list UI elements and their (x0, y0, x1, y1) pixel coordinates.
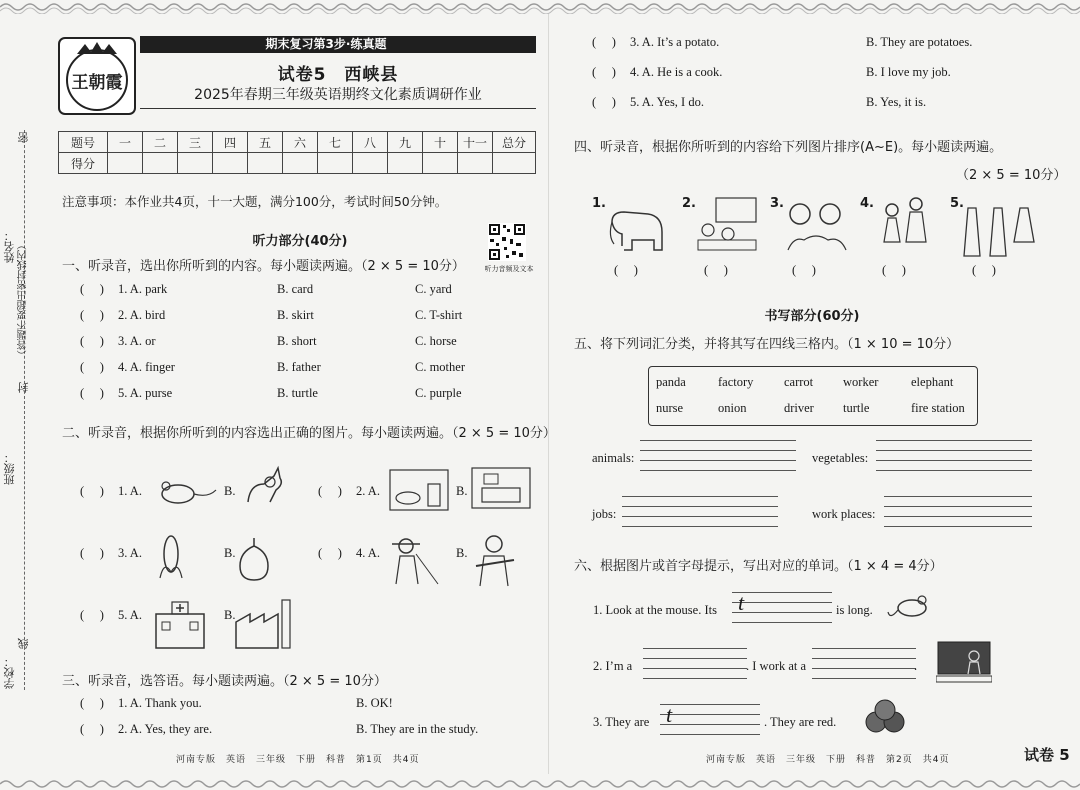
section6-title: 六、根据图片或首字母提示，写出对应的单词。（1 × 4 = 4分） (574, 559, 943, 574)
girl-and-mother-icon (874, 196, 938, 256)
sec1-q5-b: B. turtle (277, 386, 318, 400)
header-tag: 期末复习第3步·练真题 (265, 37, 387, 51)
farmer-icon (386, 534, 440, 588)
score-cell: 六 (283, 132, 318, 153)
sec4-num-2: 2. (682, 196, 696, 211)
sec4-num-1: 1. (592, 196, 606, 211)
hospital-icon (152, 598, 208, 650)
sec2-q4-label: 4. A. (356, 546, 380, 560)
answer-paren[interactable]: ( ) (592, 65, 616, 79)
binding-dashed-line (24, 130, 26, 690)
answer-paren[interactable]: ( ) (80, 608, 104, 622)
seal-mark-xian: 线 (17, 638, 30, 649)
answer-paren[interactable]: ( ) (80, 308, 104, 322)
paper-subtitle: 2025年春期三年级英语期终文化素质调研作业 (194, 87, 482, 103)
mouse-icon (152, 476, 218, 506)
score-cell: 总分 (493, 132, 536, 153)
category-jobs: jobs: (592, 507, 617, 521)
section3-title: 三、听录音，选答语。每小题读两遍。（2 × 5 = 10分） (62, 674, 387, 689)
page-fold (548, 14, 549, 774)
answer-paren[interactable]: ( ) (80, 722, 104, 736)
answer-paren[interactable]: ( ) (882, 263, 906, 277)
binding-warning: （答题不要超出密封线内） (18, 240, 29, 360)
sec3-q2-b: B. They are in the study. (356, 722, 479, 736)
score-input-cell[interactable] (423, 153, 458, 174)
section5-title: 五、将下列词汇分类，并将其写在四线三格内。（1 × 10 = 10分） (574, 337, 960, 352)
sec4-num-3: 3. (770, 196, 784, 211)
score-cell: 九 (388, 132, 423, 153)
sec1-q3-a: 3. A. or (118, 334, 156, 348)
answer-paren[interactable]: ( ) (592, 95, 616, 109)
seal-mark-mi: 密 (17, 132, 30, 143)
section4-score: （2 × 5 = 10分） (956, 168, 1067, 183)
sec2-q2-label: 2. A. (356, 484, 380, 498)
score-input-cell[interactable] (283, 153, 318, 174)
word: worker (843, 375, 879, 389)
category-vegetables: vegetables: (812, 451, 869, 465)
sec4-num-5: 5. (950, 196, 964, 211)
word: factory (718, 375, 754, 389)
bathroom-icon (388, 466, 450, 512)
sec1-q1-b: B. card (277, 282, 314, 296)
sec1-q4-c: C. mother (415, 360, 465, 374)
sec2-q1-label: 1. A. (118, 484, 142, 498)
section1-title: 一、听录音，选出你所听到的内容。每小题读两遍。（2 × 5 = 10分） (62, 259, 465, 274)
word: panda (656, 375, 686, 389)
answer-paren[interactable]: ( ) (80, 360, 104, 374)
score-table-header-row (59, 132, 536, 153)
answer-paren[interactable]: ( ) (318, 484, 342, 498)
bears-icon (784, 196, 850, 254)
sec1-q1-c: C. yard (415, 282, 452, 296)
footer-left: 河南专版 英语 三年级 下册 科普 第1页 共4页 (176, 755, 420, 765)
sec2-q4-b-label: B. (456, 546, 468, 560)
sec1-q3-b: B. short (277, 334, 317, 348)
top-wave-border (0, 0, 1080, 14)
score-cell: 七 (318, 132, 353, 153)
answer-paren[interactable]: ( ) (80, 696, 104, 710)
score-table (58, 131, 536, 174)
sec1-q5-c: C. purple (415, 386, 462, 400)
sec1-q2-a: 2. A. bird (118, 308, 166, 322)
sec3-q1-a: 1. A. Thank you. (118, 696, 202, 710)
score-input-cell[interactable] (458, 153, 493, 174)
sec1-q2-b: B. skirt (277, 308, 314, 322)
answer-paren[interactable]: ( ) (792, 263, 816, 277)
word: onion (718, 401, 747, 415)
sec2-q1-b-label: B. (224, 484, 236, 498)
onion-icon (236, 536, 272, 582)
word: turtle (843, 401, 870, 415)
jobs-writing-lines[interactable] (622, 496, 778, 528)
section1-items (80, 282, 540, 412)
sec3-q1-b: B. OK! (356, 696, 393, 710)
sec6-q1-text: 1. Look at the mouse. Its (593, 603, 717, 617)
bottom-wave-border (0, 778, 1080, 790)
score-table-score-row (59, 153, 536, 174)
score-input-cell[interactable] (178, 153, 213, 174)
word: elephant (911, 375, 954, 389)
score-input-cell[interactable] (213, 153, 248, 174)
binding-strip (4, 130, 44, 690)
score-input-cell[interactable] (388, 153, 423, 174)
score-cell: 四 (213, 132, 248, 153)
answer-paren[interactable]: ( ) (592, 35, 616, 49)
answer-paren[interactable]: ( ) (614, 263, 638, 277)
score-input-cell[interactable] (353, 153, 388, 174)
firefighter-icon (470, 532, 520, 588)
qr-code-icon (488, 223, 526, 261)
sec3-q2-a: 2. A. Yes, they are. (118, 722, 213, 736)
factory-icon (234, 596, 296, 650)
sec3-q4-b: B. I love my job. (866, 65, 951, 79)
animals-writing-lines[interactable] (640, 440, 796, 472)
sec2-q3-label: 3. A. (118, 546, 142, 560)
sec2-q2-b-label: B. (456, 484, 468, 498)
answer-paren[interactable]: ( ) (704, 263, 728, 277)
score-input-cell[interactable] (318, 153, 353, 174)
score-cell: 十 (423, 132, 458, 153)
score-input-cell[interactable] (493, 153, 536, 174)
corn-icon (156, 532, 186, 582)
sec1-q4-a: 4. A. finger (118, 360, 175, 374)
sec1-q1-a: 1. A. park (118, 282, 168, 296)
score-input-cell[interactable] (248, 153, 283, 174)
dresses-icon (962, 204, 1042, 258)
score-input-cell[interactable] (143, 153, 178, 174)
footer-right: 河南专版 英语 三年级 下册 科普 第2页 共4页 (706, 755, 950, 765)
answer-paren[interactable]: ( ) (80, 282, 104, 296)
category-animals: animals: (592, 451, 635, 465)
listening-title: 听力部分(40分) (252, 234, 348, 249)
sec6-q2-writing-lines-1[interactable] (643, 648, 747, 680)
sec1-q2-c: C. T-shirt (415, 308, 463, 322)
answer-paren[interactable]: ( ) (80, 334, 104, 348)
score-cell: 二 (143, 132, 178, 153)
section4-title: 四、听录音，根据你所听到的内容给下列图片排序(A~E)。每小题读两遍。 (574, 140, 1003, 155)
sec3-q5-b: B. Yes, it is. (866, 95, 927, 109)
vegetables-writing-lines[interactable] (876, 440, 1032, 472)
category-work-places: work places: (812, 507, 876, 521)
score-label-cell: 得分 (59, 153, 108, 174)
name-label: 姓名： (3, 230, 16, 263)
sec1-q5-a: 5. A. purse (118, 386, 173, 400)
sec6-q3-writing-lines[interactable] (660, 704, 760, 736)
sec1-q3-c: C. horse (415, 334, 457, 348)
sec6-q2-text: 2. I’m a (593, 659, 633, 673)
sec3-q4-a: 4. A. He is a cook. (630, 65, 723, 79)
sec6-q3-end: . They are red. (764, 715, 837, 729)
sec2-q5-b-label: B. (224, 608, 236, 622)
sec6-q1-writing-lines[interactable] (732, 592, 832, 624)
word: carrot (784, 375, 814, 389)
class-label: 班级： (3, 452, 16, 485)
notice-text: 注意事项：本作业共4页，十一大题，满分100分，考试时间50分钟。 (62, 194, 448, 209)
tomatoes-icon (862, 696, 910, 736)
school-label: 学校： (3, 656, 16, 689)
seal-mark-feng: 封 (17, 382, 30, 393)
sec2-q5-label: 5. A. (118, 608, 142, 622)
answer-paren[interactable]: ( ) (80, 484, 104, 498)
sec6-q1-hint: t (738, 590, 745, 615)
sec6-q2-writing-lines-2[interactable] (812, 648, 916, 680)
sec1-q4-b: B. father (277, 360, 321, 374)
header-underline (140, 108, 536, 109)
score-cell: 题号 (59, 132, 108, 153)
sec2-q3-b-label: B. (224, 546, 236, 560)
qr-caption: 听力音频及文本 (484, 265, 534, 273)
score-cell: 十一 (458, 132, 493, 153)
score-cell: 一 (108, 132, 143, 153)
writing-title: 书写部分(60分) (764, 309, 860, 324)
paper-number: 试卷 5 (1024, 746, 1070, 764)
sec6-q3-hint: t (666, 702, 673, 727)
word: fire station (911, 401, 965, 415)
mouse-icon (886, 590, 932, 626)
answer-paren[interactable]: ( ) (972, 263, 996, 277)
sec3-q5-a: 5. A. Yes, I do. (630, 95, 704, 109)
work-places-writing-lines[interactable] (884, 496, 1032, 528)
paper-title: 试卷5 西峡县 (277, 65, 399, 85)
sec6-q2-end: . (914, 659, 918, 673)
score-input-cell[interactable] (108, 153, 143, 174)
publisher-logo (57, 36, 137, 116)
bedroom-icon (470, 464, 532, 510)
word: nurse (656, 401, 684, 415)
sec3-q3-a: 3. A. It’s a potato. (630, 35, 720, 49)
cat-icon (240, 462, 290, 510)
sec6-q3-text: 3. They are (593, 715, 650, 729)
logo-text: 王朝霞 (71, 73, 123, 93)
section2-title: 二、听录音，根据你所听到的内容选出正确的图片。每小题读两遍。（2 × 5 = 10分） (62, 426, 556, 441)
score-cell: 八 (353, 132, 388, 153)
sec6-q1-end: is long. (836, 603, 873, 617)
classroom-icon (694, 196, 760, 254)
sec4-num-4: 4. (860, 196, 874, 211)
word: driver (784, 401, 814, 415)
elephant-icon (606, 206, 666, 254)
answer-paren[interactable]: ( ) (318, 546, 342, 560)
teacher-at-blackboard-icon (936, 640, 992, 684)
score-cell: 五 (248, 132, 283, 153)
answer-paren[interactable]: ( ) (80, 546, 104, 560)
score-cell: 三 (178, 132, 213, 153)
sec6-q2-mid: . I work at a (746, 659, 807, 673)
sec3-q3-b: B. They are potatoes. (866, 35, 973, 49)
answer-paren[interactable]: ( ) (80, 386, 104, 400)
